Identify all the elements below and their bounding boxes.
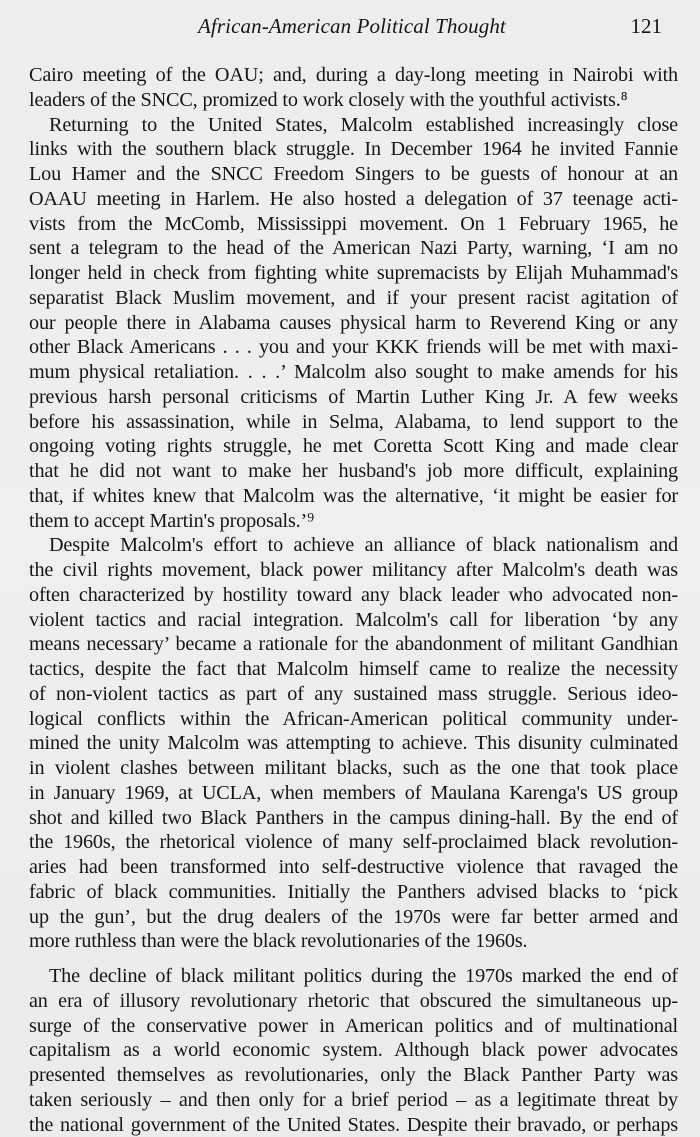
paragraph <box>29 113 678 534</box>
text-line: longer held in check from fighting white supremacists by Elijah Muhammad's <box>29 261 678 286</box>
text-line: the national government of the United States. Despite their bravado, or perhaps <box>29 1113 678 1137</box>
text-line: taken seriously – and then only for a brief period – as a legitimate threat by <box>29 1088 678 1113</box>
text-line: in violent clashes between militant blacks, such as the one that took place <box>29 756 678 781</box>
text-line: up the gun’, but the drug dealers of the 1970s were far better armed and <box>29 905 678 930</box>
text-line: Despite Malcolm's effort to achieve an alliance of black nationalism and <box>29 533 678 558</box>
text-line: mined the unity Malcolm was attempting to achieve. This disunity culminated <box>29 731 678 756</box>
text-line: before his assassination, while in Selma, Alabama, to lend support to the <box>29 410 678 435</box>
text-line: more ruthless than were the black revolutionaries of the 1960s. <box>29 929 678 954</box>
text-line: the 1960s, the rhetorical violence of many self-proclaimed black revolution- <box>29 830 678 855</box>
text-line: vists from the McComb, Mississippi movement. On 1 February 1965, he <box>29 212 678 237</box>
text-line: logical conflicts within the African-American political community under- <box>29 707 678 732</box>
text-line: tactics, despite the fact that Malcolm himself came to realize the necessity <box>29 657 678 682</box>
text-line: an era of illusory revolutionary rhetoric that obscured the simultaneous up- <box>29 989 678 1014</box>
text-line: them to accept Martin's proposals.’⁹ <box>29 509 678 534</box>
text-line: aries had been transformed into self-destructive violence that ravaged the <box>29 855 678 880</box>
text-line: mum physical retaliation. . . .’ Malcolm also sought to make amends for his <box>29 360 678 385</box>
text-line: that he did not want to make her husband's job more difficult, explaining <box>29 459 678 484</box>
text-line: leaders of the SNCC, promized to work closely with the youthful activists.⁸ <box>29 88 678 113</box>
text-line: violent tactics and racial integration. Malcolm's call for liberation ‘by any <box>29 608 678 633</box>
text-line: OAAU meeting in Harlem. He also hosted a delegation of 37 teenage acti- <box>29 187 678 212</box>
page-number: 121 <box>631 14 663 39</box>
body-text <box>29 63 678 1137</box>
text-line: sent a telegram to the head of the American Nazi Party, warning, ‘I am no <box>29 236 678 261</box>
text-line: means necessary’ became a rationale for the abandonment of militant Gandhian <box>29 632 678 657</box>
text-line: separatist Black Muslim movement, and if your present racist agitation of <box>29 286 678 311</box>
text-line: often characterized by hostility toward any black leader who advocated non- <box>29 583 678 608</box>
paragraph <box>29 63 678 113</box>
text-line: other Black Americans . . . you and your KKK friends will be met with maxi- <box>29 335 678 360</box>
text-line: that, if whites knew that Malcolm was the alternative, ‘it might be easier for <box>29 484 678 509</box>
paragraph-gap <box>29 954 678 964</box>
text-line: Lou Hamer and the SNCC Freedom Singers to be guests of honour at an <box>29 162 678 187</box>
text-line: presented themselves as revolutionaries, only the Black Panther Party was <box>29 1063 678 1088</box>
running-title: African-American Political Thought <box>198 14 506 39</box>
text-line: capitalism as a world economic system. Although black power advocates <box>29 1038 678 1063</box>
text-line: our people there in Alabama causes physical harm to Reverend King or any <box>29 311 678 336</box>
text-line: in January 1969, at UCLA, when members of Maulana Karenga's US group <box>29 781 678 806</box>
paragraph <box>29 533 678 954</box>
text-line: surge of the conservative power in American politics and of multinational <box>29 1014 678 1039</box>
text-line: ongoing voting rights struggle, he met Coretta Scott King and made clear <box>29 434 678 459</box>
text-line: previous harsh personal criticisms of Martin Luther King Jr. A few weeks <box>29 385 678 410</box>
text-line: links with the southern black struggle. In December 1964 he invited Fannie <box>29 137 678 162</box>
running-head <box>0 14 700 44</box>
text-line: fabric of black communities. Initially the Panthers advised blacks to ‘pick <box>29 880 678 905</box>
paragraph <box>29 964 678 1137</box>
text-line: the civil rights movement, black power militancy after Malcolm's death was <box>29 558 678 583</box>
text-line: of non-violent tactics as part of any sustained mass struggle. Serious ideo- <box>29 682 678 707</box>
text-line: The decline of black militant politics during the 1970s marked the end of <box>29 964 678 989</box>
text-line: shot and killed two Black Panthers in the campus dining-hall. By the end of <box>29 806 678 831</box>
text-line: Returning to the United States, Malcolm established increasingly close <box>29 113 678 138</box>
text-line: Cairo meeting of the OAU; and, during a day-long meeting in Nairobi with <box>29 63 678 88</box>
